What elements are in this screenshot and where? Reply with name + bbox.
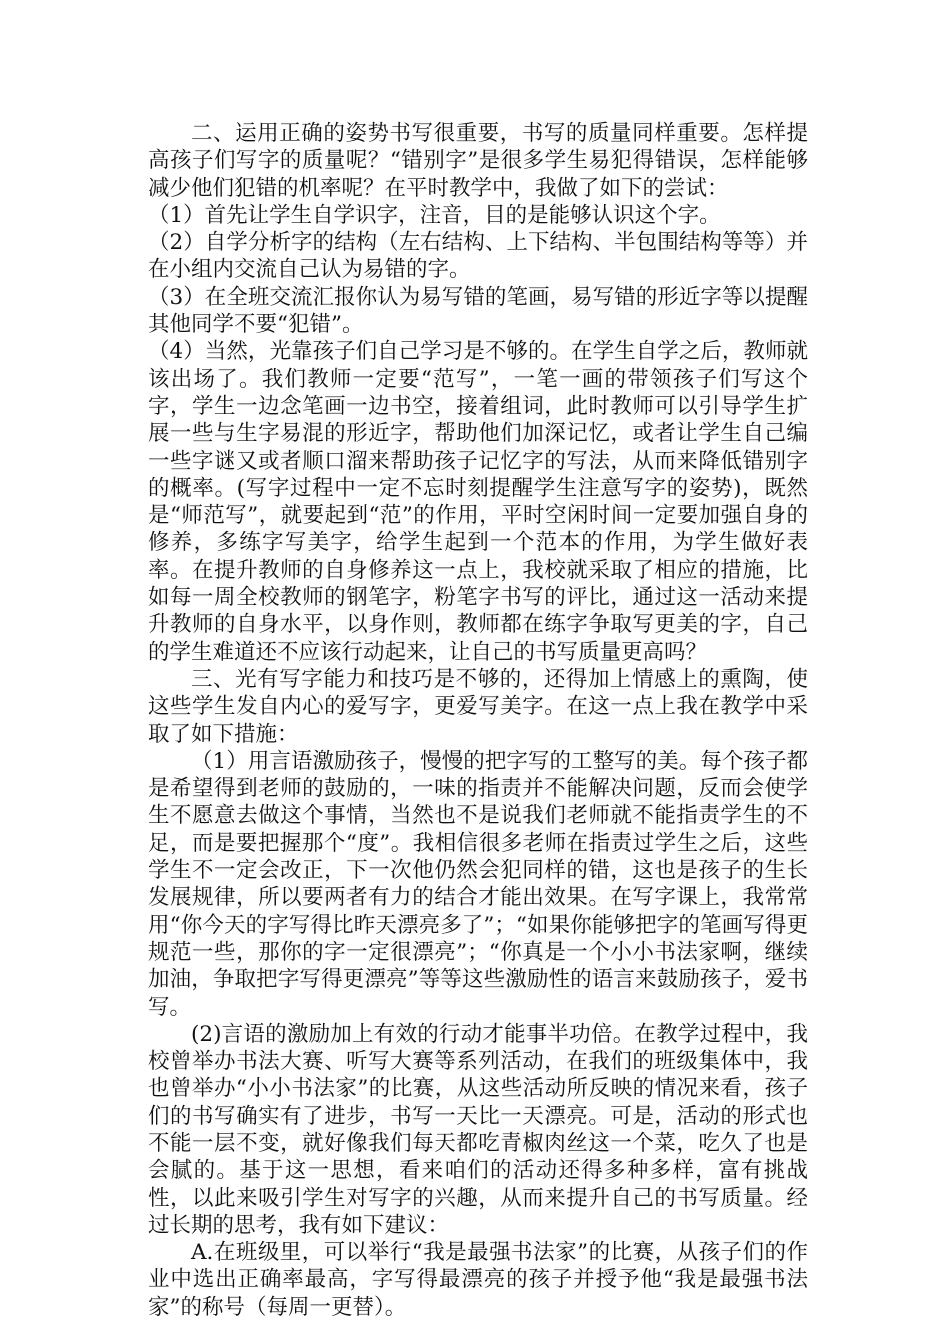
- paragraph-section-two-intro: 二、运用正确的姿势书写很重要，书写的质量同样重要。怎样提高孩子们写字的质量呢？“错别字”是很多学生易犯得错误，怎样能够减少他们犯错的机率呢？在平时教学中，我做了如下的尝试：: [148, 121, 808, 201]
- paragraph-suggestion-a: A.在班级里，可以举行“我是最强书法家”的比赛，从孩子们的作业中选出正确率最高，字写得最漂亮的孩子并授予他“我是最强书法家”的称号（每周一更替）。: [148, 1240, 808, 1320]
- paragraph-item-3: （3）在全班交流汇报你认为易写错的笔画，易写错的形近字等以提醒其他同学不要“犯错”。: [148, 284, 808, 338]
- paragraph-section-three-item-1: （1）用言语激励孩子，慢慢的把字写的工整写的美。每个孩子都是希望得到老师的鼓励的，一味的指责并不能解决问题，反而会使学生不愿意去做这个事情，当然也不是说我们老师就不能指责学生的不足，而是要把握那个“度”。我相信很多老师在指责过学生之后，这些学生不一定会改正，下一次他仍然会犯同样的错，这也是孩子的生长发展规律，所以要两者有力的结合才能出效果。在写字课上，我常常用“你今天的字写得比昨天漂亮多了”；“如果你能够把字的笔画写得更规范一些，那你的字一定很漂亮”；“你真是一个小小书法家啊，继续加油，争取把字写得更漂亮”等等这些激励性的语言来鼓励孩子，爱书写。: [148, 748, 808, 1020]
- paragraph-item-4: （4）当然，光靠孩子们自己学习是不够的。在学生自学之后，教师就该出场了。我们教师一定要“范写”，一笔一画的带领孩子们写这个字，学生一边念笔画一边书空，接着组词，此时教师可以引导学生扩展一些与生字易混的形近字，帮助他们加深记忆，或者让学生自己编一些字谜又或者顺口溜来帮助孩子记忆字的写法，从而来降低错别字的概率。(写字过程中一定不忘时刻提醒学生注意写字的姿势)，既然是“师范写”，就要起到“范”的作用，平时空闲时间一定要加强自身的修养，多练字写美字，给学生起到一个范本的作用，为学生做好表率。在提升教师的自身修养这一点上，我校就采取了相应的措施，比如每一周全校教师的钢笔字，粉笔字书写的评比，通过这一活动来提升教师的自身水平，以身作则，教师都在练字争取写更美的字，自己的学生难道还不应该行动起来，让自己的书写质量更高吗？: [148, 339, 808, 665]
- paragraph-item-1: （1）首先让学生自学识字，注音，目的是能够认识这个字。: [148, 202, 721, 228]
- paragraph-section-three-intro: 三、光有写字能力和技巧是不够的，还得加上情感上的熏陶，使这些学生发自内心的爱写字，更爱写美字。在这一点上我在教学中采取了如下措施：: [148, 666, 808, 747]
- paragraph-section-three-item-2: (2)言语的激励加上有效的行动才能事半功倍。在教学过程中，我校曾举办书法大赛、听写大赛等系列活动，在我们的班级集体中，我也曾举办“小小书法家”的比赛，从这些活动所反映的情况来看，孩子们的书写确实有了进步，书写一天比一天漂亮。可是，活动的形式也不能一层不变，就好像我们每天都吃青椒肉丝这一个菜，吃久了也是会腻的。基于这一思想，看来咱们的活动还得多种多样，富有挑战性，以此来吸引学生对写字的兴趣，从而来提升自己的书写质量。经过长期的思考，我有如下建议：: [148, 1021, 808, 1238]
- document-body: [148, 120, 808, 1321]
- paragraph-item-2: （2）自学分析字的结构（左右结构、上下结构、半包围结构等等）并在小组内交流自己认为易错的字。: [148, 230, 808, 283]
